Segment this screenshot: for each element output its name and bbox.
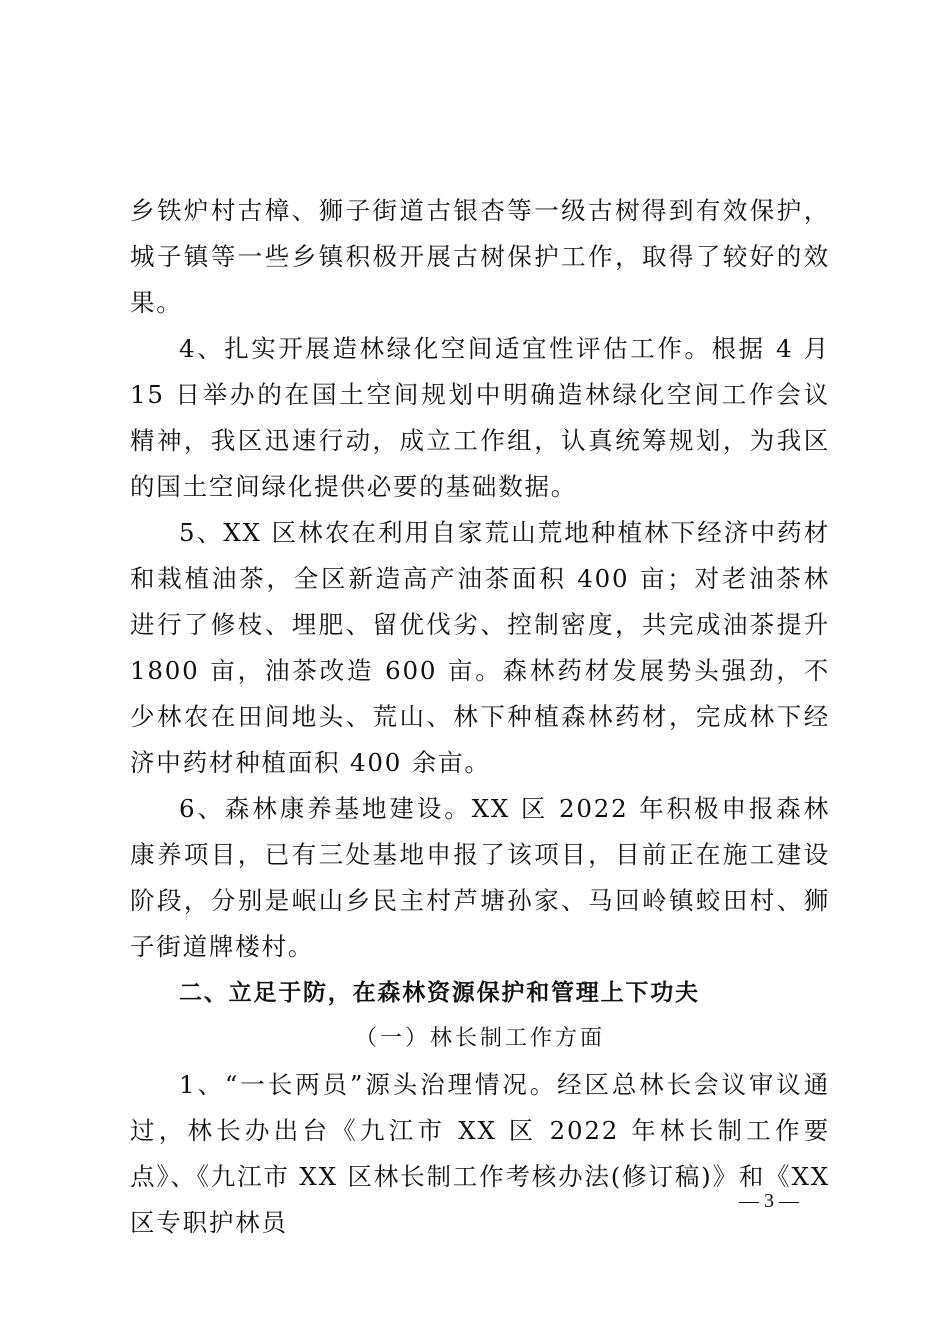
paragraph-item-1: 1、“一长两员”源头治理情况。经区总林长会议审议通过，林长办出台《九江市 XX 区 2022 年林长制工作要点》、《九江市 XX 区林长制工作考核办法(修订稿)》和《XX 区专职护林员 [130,1070,830,1237]
paragraph-item-5: 5、XX 区林农在利用自家荒山荒地种植林下经济中药材和栽植油茶，全区新造高产油茶面积 400 亩；对老油茶林进行了修枝、埋肥、留优伐劣、控制密度，共完成油茶提升 1800 亩，油茶改造 600 亩。森林药材发展势头强劲，不少林农在田间地头、荒山、林下种植森林药材，完成林下经济中药材种植面积 400 余亩。 [130,518,830,777]
section-heading: 二、立足于防，在森林资源保护和管理上下功夫 [179,980,700,1006]
paragraph-item-6: 6、森林康养基地建设。XX 区 2022 年积极申报森林康养项目，已有三处基地申报了该项目，目前正在施工建设阶段，分别是岷山乡民主村芦塘孙家、马回岭镇蛟田村、狮子街道牌楼村。 [130,794,830,961]
page-number: — 3 — [739,1190,799,1212]
paragraph-item-4: 4、扎实开展造林绿化空间适宜性评估工作。根据 4 月 15 日举办的在国土空间规划中明确造林绿化空间工作会议精神，我区迅速行动，成立工作组，认真统筹规划，为我区的国土空间绿化提供必要的基础数据。 [130,334,830,501]
paragraph-continuation: 乡铁炉村古樟、狮子街道古银杏等一级古树得到有效保护，城子镇等一些乡镇积极开展古树保护工作，取得了较好的效果。 [130,196,830,317]
document-body [130,188,830,1246]
subsection-heading: （一）林长制工作方面 [354,1026,605,1051]
